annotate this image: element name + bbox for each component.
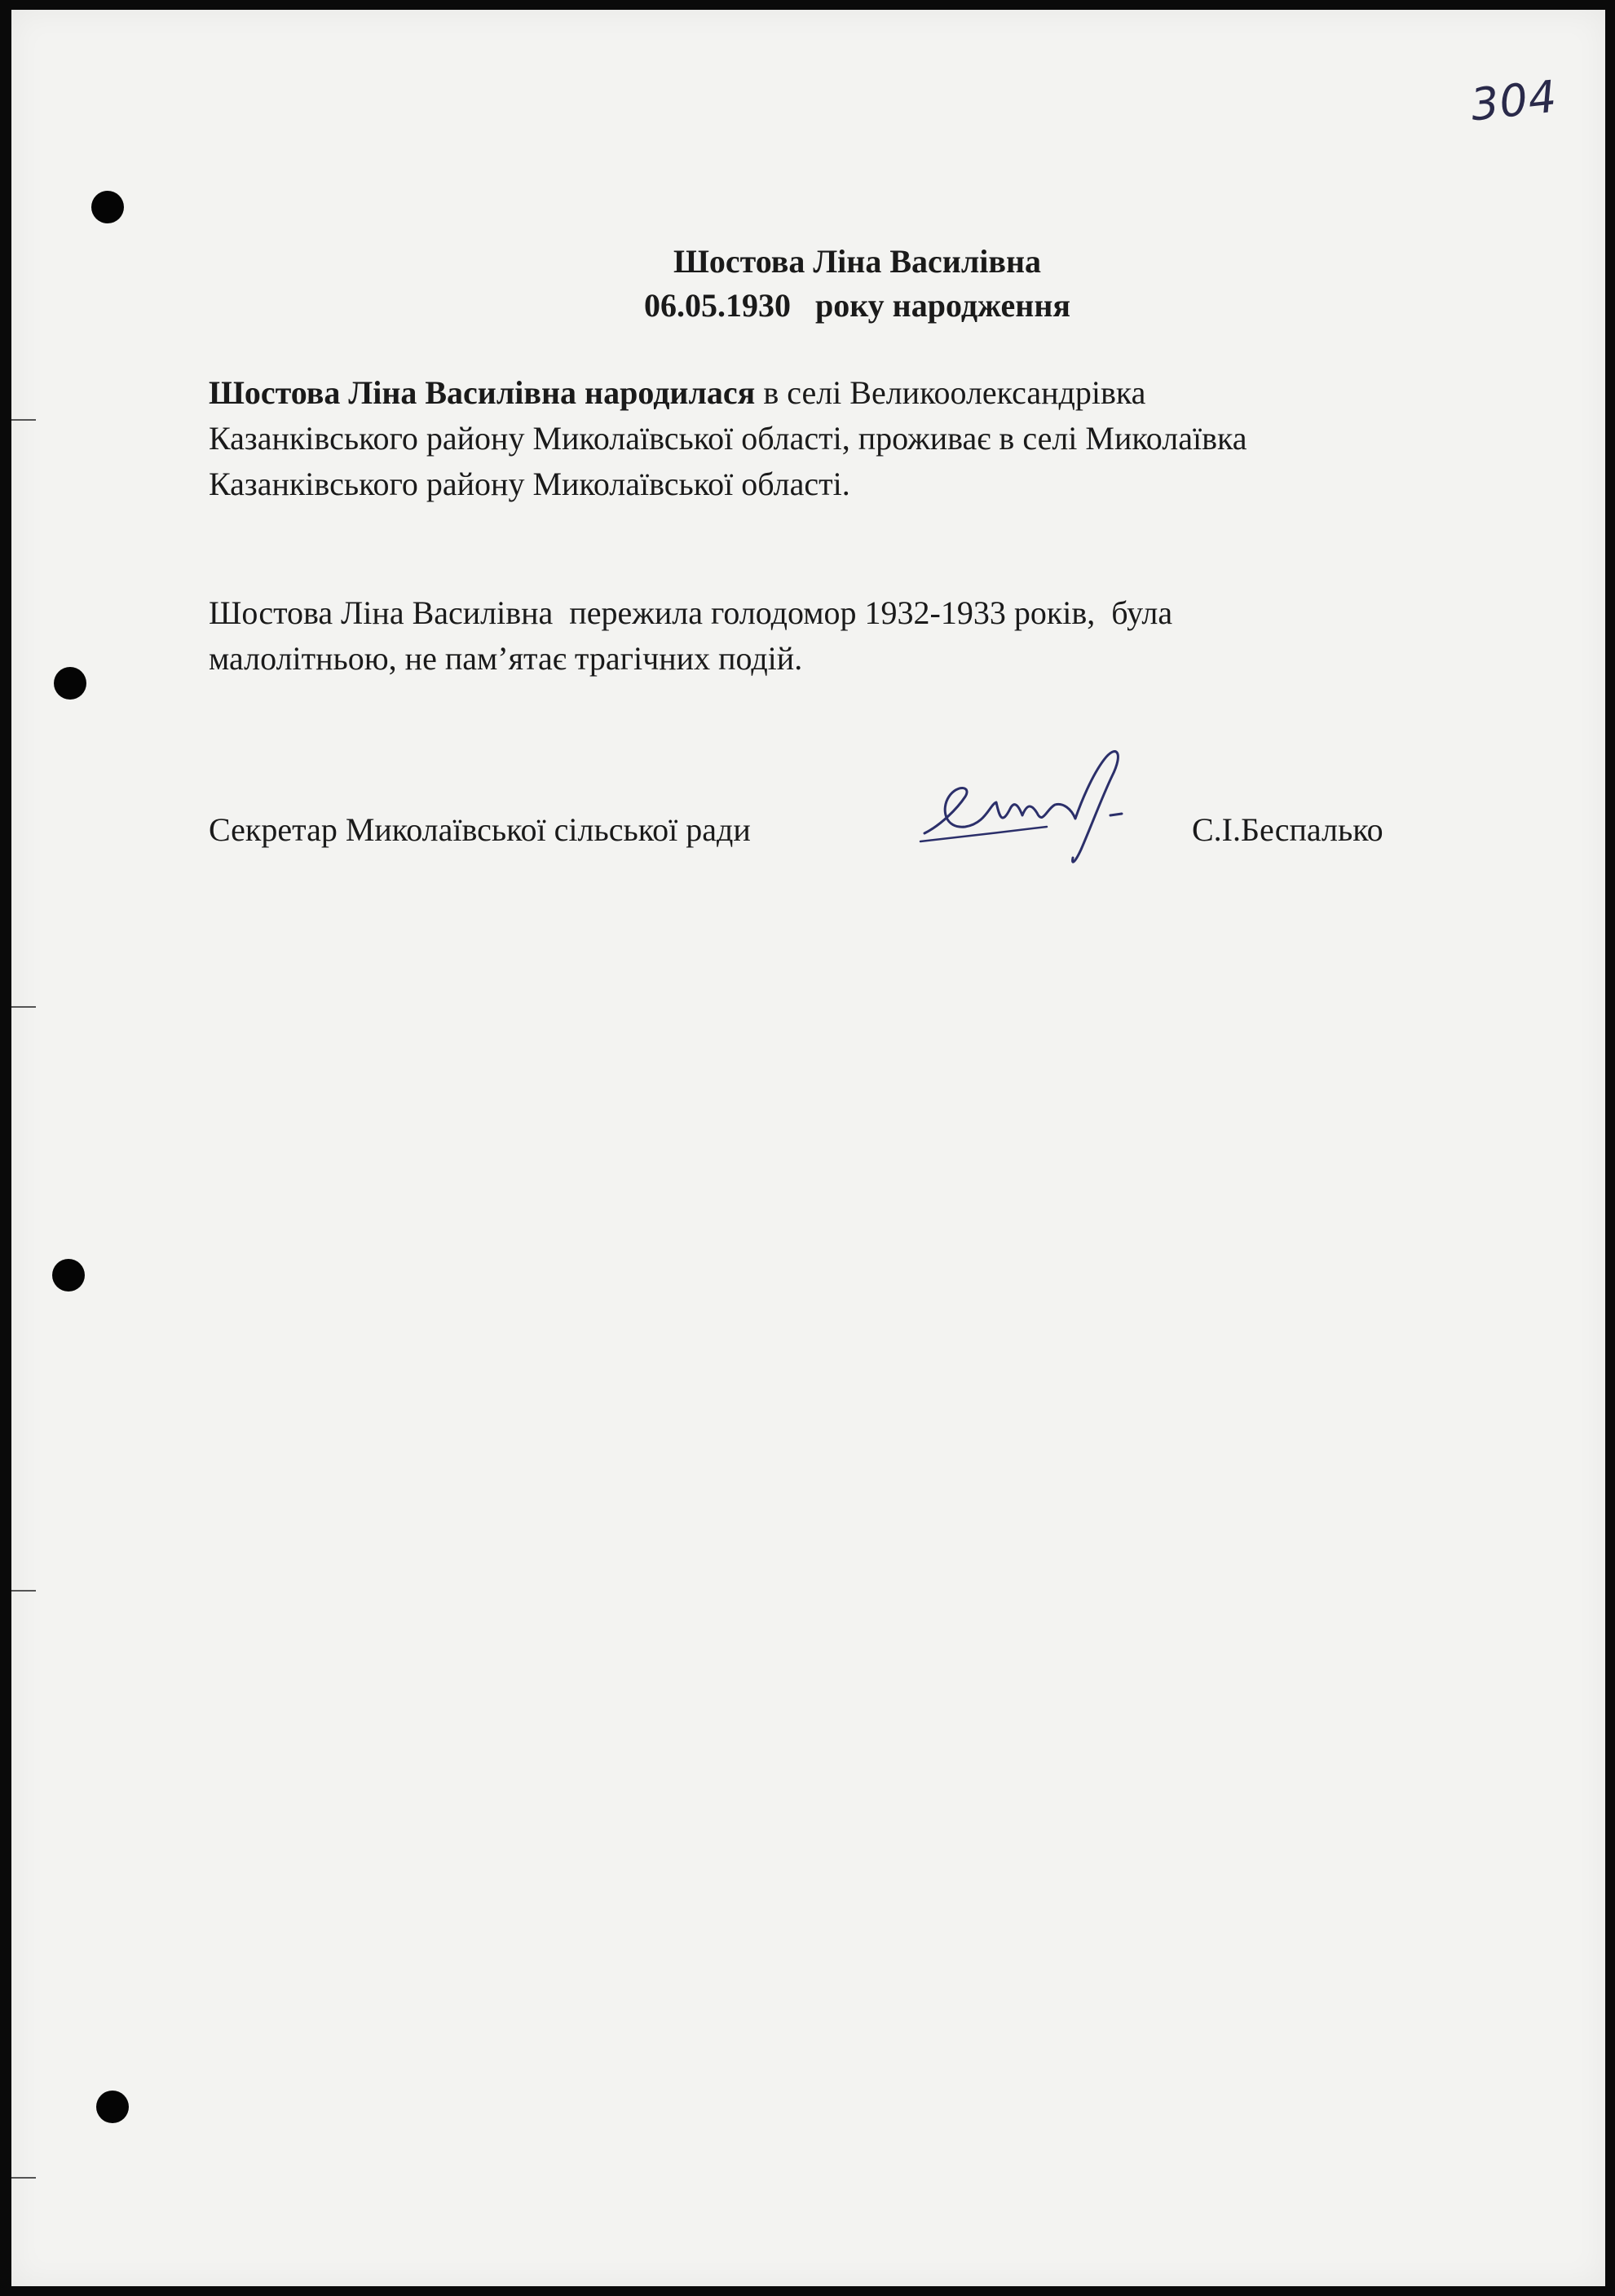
handwritten-signature (908, 727, 1153, 874)
paragraph-line (209, 370, 1480, 416)
margin-tick (11, 1590, 36, 1592)
header-birth-date (60, 284, 1605, 328)
header-name: Шостова Ліна Василівна (673, 243, 1042, 280)
page-number: 304 (1467, 70, 1560, 131)
punch-hole (91, 191, 124, 223)
paragraph-holodomor (209, 590, 1480, 682)
document-page (11, 10, 1605, 2286)
paragraph-line: Казанківського району Миколаївської області, проживає в селі Миколаївка (209, 420, 1247, 457)
margin-tick (11, 1006, 36, 1008)
signatory-title: Секретар Миколаївської сільської ради (209, 811, 751, 848)
punch-hole (96, 2091, 129, 2123)
paragraph-birth (209, 370, 1480, 507)
line-rest: в селі Великоолександрівка (755, 374, 1146, 411)
punch-hole (52, 1259, 85, 1292)
margin-tick (11, 419, 36, 421)
paragraph-line: Шостова Ліна Василівна пережила голодомор 1932-1933 років, була (209, 594, 1173, 631)
punch-hole (54, 667, 86, 700)
paragraph-line: Казанківського району Миколаївської області. (209, 466, 850, 502)
bold-lead: Шостова Ліна Василівна народилася (209, 374, 756, 411)
birth-date: 06.05.1930 (643, 287, 791, 324)
paragraph-line: малолітньою, не пам’ятає трагічних подій. (209, 640, 803, 677)
margin-tick (11, 2177, 36, 2179)
birth-date-suffix: року народження (814, 287, 1071, 324)
signatory-name: С.І.Беспалько (1192, 811, 1383, 848)
